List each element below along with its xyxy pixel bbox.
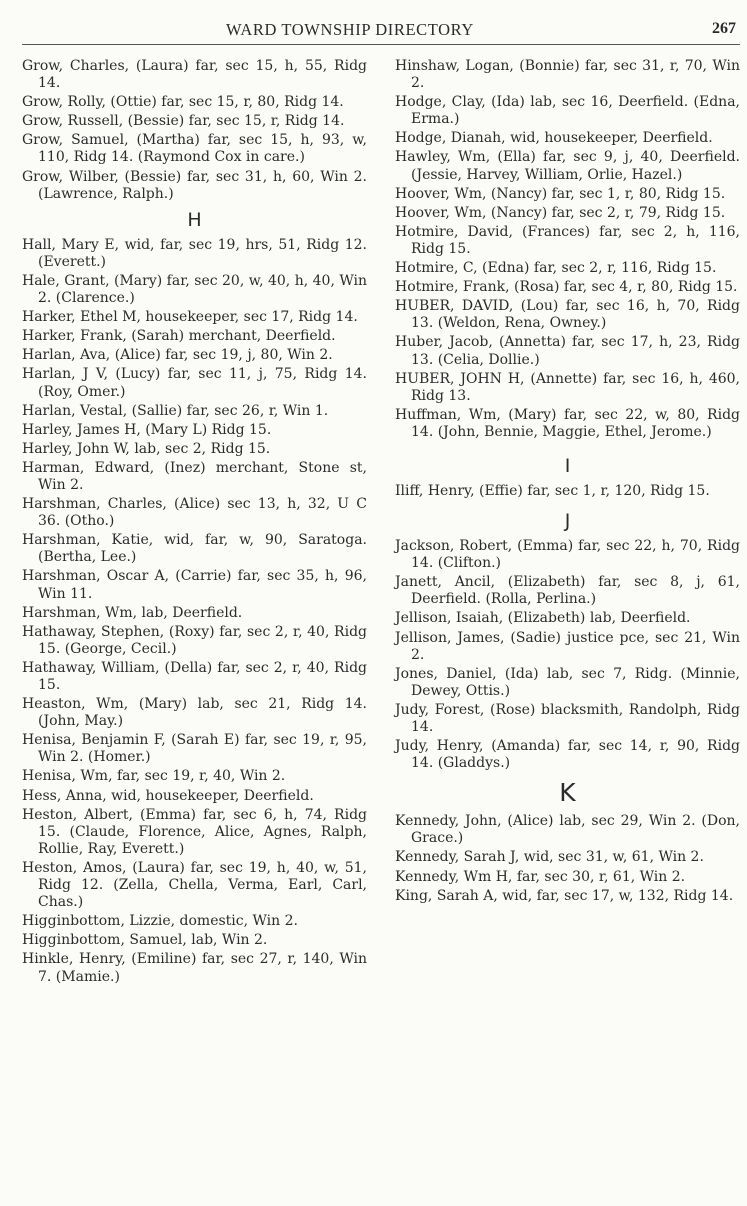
directory-entry: Judy, Henry, (Amanda) far, sec 14, r, 90, Ridg 14. (Gladdys.) bbox=[395, 738, 740, 772]
directory-entry: Grow, Russell, (Bessie) far, sec 15, r, Ridg 14. bbox=[22, 113, 345, 130]
directory-entry: Hathaway, Stephen, (Roxy) far, sec 2, r, 40, Ridg 15. (George, Cecil.) bbox=[22, 623, 367, 657]
directory-entry: Kennedy, John, (Alice) lab, sec 29, Win 2. (Don, Grace.) bbox=[395, 813, 740, 847]
directory-entry: Henisa, Wm, far, sec 19, r, 40, Win 2. bbox=[22, 768, 286, 785]
directory-entry: Jones, Daniel, (Ida) lab, sec 7, Ridg. (Minnie, Dewey, Ottis.) bbox=[395, 665, 740, 699]
section-letter-j: J bbox=[564, 510, 571, 533]
directory-entry: Hoover, Wm, (Nancy) far, sec 2, r, 79, Ridg 15. bbox=[395, 204, 726, 221]
directory-entry: Harley, John W, lab, sec 2, Ridg 15. bbox=[22, 440, 271, 457]
directory-entry: Harshman, Charles, (Alice) sec 13, h, 32, U C 36. (Otho.) bbox=[22, 496, 367, 530]
directory-entry: Harshman, Katie, wid, far, w, 90, Saratoga. (Bertha, Lee.) bbox=[22, 532, 367, 566]
h-entries-list bbox=[22, 237, 367, 986]
directory-entry: Hawley, Wm, (Ella) far, sec 9, j, 40, Deerfield. (Jessie, Harvey, William, Orlie, Hazel.) bbox=[395, 149, 740, 183]
page-header bbox=[22, 14, 740, 45]
directory-entry: Grow, Rolly, (Ottie) far, sec 15, r, 80, Ridg 14. bbox=[22, 94, 344, 111]
directory-entry: Harlan, Vestal, (Sallie) far, sec 26, r, Win 1. bbox=[22, 402, 329, 419]
section-letter-k: K bbox=[559, 778, 576, 808]
directory-entry: Henisa, Benjamin F, (Sarah E) far, sec 19, r, 95, Win 2. (Homer.) bbox=[22, 732, 367, 766]
directory-entry: Janett, Ancil, (Elizabeth) far, sec 8, j, 61, Deerfield. (Rolla, Perlina.) bbox=[395, 574, 740, 608]
page-number: 267 bbox=[712, 20, 736, 37]
directory-entry: Huber, Jacob, (Annetta) far, sec 17, h, 23, Ridg 13. (Celia, Dollie.) bbox=[395, 334, 740, 368]
directory-entry: Jellison, James, (Sadie) justice pce, sec 21, Win 2. bbox=[395, 629, 740, 663]
directory-entry: Hodge, Clay, (Ida) lab, sec 16, Deerfield. (Edna, Erma.) bbox=[395, 94, 740, 128]
directory-entry: Grow, Charles, (Laura) far, sec 15, h, 55, Ridg 14. bbox=[22, 58, 367, 92]
directory-entry: Hodge, Dianah, wid, housekeeper, Deerfield. bbox=[395, 130, 713, 147]
directory-entry: Hotmire, C, (Edna) far, sec 2, r, 116, Ridg 15. bbox=[395, 260, 717, 277]
directory-entry: Harlan, Ava, (Alice) far, sec 19, j, 80, Win 2. bbox=[22, 347, 333, 364]
directory-entry: Heaston, Wm, (Mary) lab, sec 21, Ridg 14. (John, May.) bbox=[22, 696, 367, 730]
directory-entry: Hale, Grant, (Mary) far, sec 20, w, 40, h, 40, Win 2. (Clarence.) bbox=[22, 272, 367, 307]
directory-entry: Huffman, Wm, (Mary) far, sec 22, w, 80, Ridg 14. (John, Bennie, Maggie, Ethel, Jerome.) bbox=[395, 406, 740, 440]
directory-entry: Heston, Albert, (Emma) far, sec 6, h, 74, Ridg 15. (Claude, Florence, Alice, Agnes, Ralph, Rollie, Ray, Everett.) bbox=[22, 806, 367, 857]
directory-entry: Hathaway, William, (Della) far, sec 2, r, 40, Ridg 15. bbox=[22, 659, 367, 693]
page-title: WARD TOWNSHIP DIRECTORY bbox=[226, 20, 474, 39]
directory-entry: Harlan, J V, (Lucy) far, sec 11, j, 75, Ridg 14. (Roy, Omer.) bbox=[22, 366, 367, 400]
directory-entry: Harman, Edward, (Inez) merchant, Stone st, Win 2. bbox=[22, 459, 367, 493]
directory-entry: HUBER, DAVID, (Lou) far, sec 16, h, 70, Ridg 13. (Weldon, Rena, Owney.) bbox=[395, 298, 740, 332]
h-entries-continued-list bbox=[395, 58, 740, 441]
right-column bbox=[395, 58, 740, 907]
directory-entry: Jellison, Isaiah, (Elizabeth) lab, Deerfield. bbox=[395, 610, 691, 627]
directory-entry: Grow, Samuel, (Martha) far, sec 15, h, 93, w, 110, Ridg 14. (Raymond Cox in care.) bbox=[22, 132, 367, 166]
directory-entry: Hall, Mary E, wid, far, sec 19, hrs, 51, Ridg 12. (Everett.) bbox=[22, 236, 367, 270]
directory-entry: Hinshaw, Logan, (Bonnie) far, sec 31, r, 70, Win 2. bbox=[395, 58, 740, 92]
directory-entry: Jackson, Robert, (Emma) far, sec 22, h, 70, Ridg 14. (Clifton.) bbox=[395, 538, 740, 572]
directory-entry: Harshman, Wm, lab, Deerfield. bbox=[22, 604, 243, 621]
directory-entry: Hotmire, David, (Frances) far, sec 2, h, 116, Ridg 15. bbox=[395, 223, 740, 257]
i-entries-list bbox=[395, 483, 740, 500]
section-letter-h: H bbox=[187, 208, 202, 231]
directory-entry: Higginbottom, Samuel, lab, Win 2. bbox=[22, 932, 268, 949]
directory-entry: Judy, Forest, (Rose) blacksmith, Randolph, Ridg 14. bbox=[395, 701, 740, 735]
directory-entry: Harshman, Oscar A, (Carrie) far, sec 35, h, 96, Win 11. bbox=[22, 568, 367, 602]
directory-entry: Hotmire, Frank, (Rosa) far, sec 4, r, 80, Ridg 15. bbox=[395, 279, 738, 296]
directory-entry: Kennedy, Sarah J, wid, sec 31, w, 61, Win 2. bbox=[395, 849, 704, 866]
directory-entry: Hoover, Wm, (Nancy) far, sec 1, r, 80, Ridg 15. bbox=[395, 185, 726, 202]
directory-entry: Harley, James H, (Mary L) Ridg 15. bbox=[22, 421, 272, 438]
directory-entry: Higginbottom, Lizzie, domestic, Win 2. bbox=[22, 913, 298, 930]
section-letter-i: I bbox=[564, 454, 571, 477]
directory-entry: Hess, Anna, wid, housekeeper, Deerfield. bbox=[22, 787, 314, 804]
directory-entry: King, Sarah A, wid, far, sec 17, w, 132, Ridg 14. bbox=[395, 887, 734, 904]
left-column bbox=[22, 58, 367, 988]
directory-entry: Harker, Ethel M, housekeeper, sec 17, Ridg 14. bbox=[22, 309, 358, 326]
j-entries-list bbox=[395, 538, 740, 772]
k-entries-list bbox=[395, 813, 740, 904]
directory-entry: Hinkle, Henry, (Emiline) far, sec 27, r, 140, Win 7. (Mamie.) bbox=[22, 951, 367, 985]
directory-entry: Iliff, Henry, (Effie) far, sec 1, r, 120, Ridg 15. bbox=[395, 482, 710, 499]
directory-entry: HUBER, JOHN H, (Annette) far, sec 16, h, 460, Ridg 13. bbox=[395, 370, 740, 404]
directory-entry: Heston, Amos, (Laura) far, sec 19, h, 40, w, 51, Ridg 12. (Zella, Chella, Verma, Earl, Carl, Chas.) bbox=[22, 859, 367, 911]
directory-entry: Harker, Frank, (Sarah) merchant, Deerfield. bbox=[22, 328, 336, 345]
directory-entry: Grow, Wilber, (Bessie) far, sec 31, h, 60, Win 2. (Lawrence, Ralph.) bbox=[22, 168, 367, 202]
g-entries-list bbox=[22, 58, 367, 203]
directory-entry: Kennedy, Wm H, far, sec 30, r, 61, Win 2. bbox=[395, 868, 686, 885]
